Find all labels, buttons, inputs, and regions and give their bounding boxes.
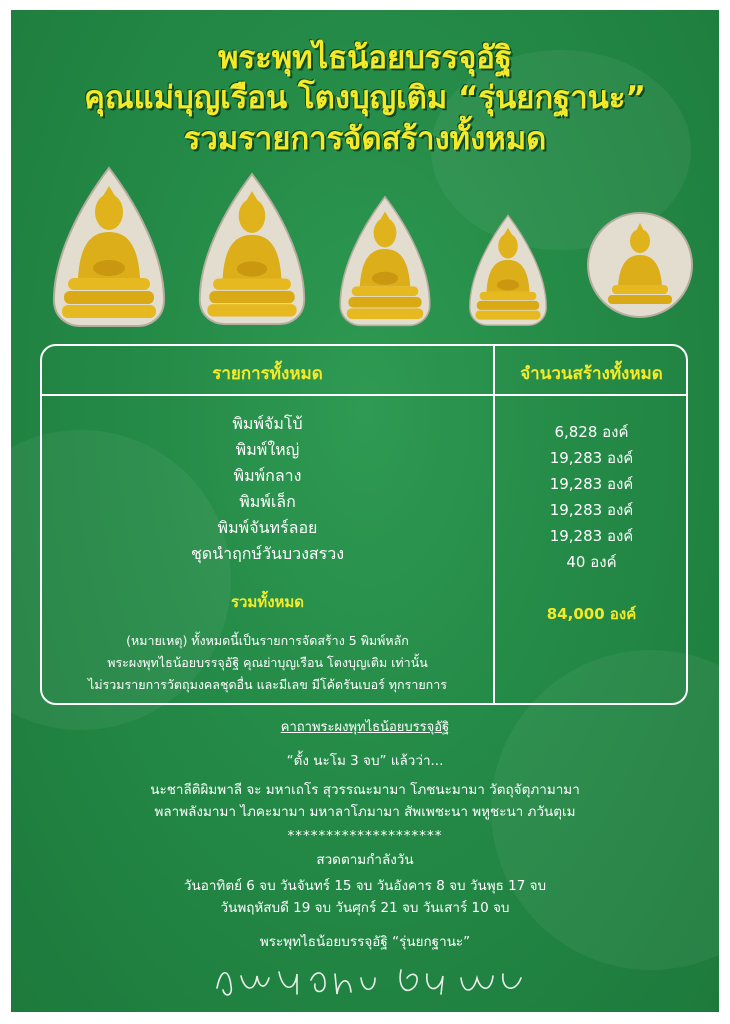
note-line: พระผงพุทไธน้อยบรรจุอัฐิ คุณย่าบุญเรือน โตงบุญเติม เท่านั้น [107,655,428,670]
title-line-3: รวมรายการจัดสร้างทั้งหมด [183,121,547,157]
total-label: รวมทั้งหมด [230,593,305,611]
note-line: ไม่รวมรายการวัตถุมงคลชุดอื่น และมีเลข มีโค้ดรันเบอร์ ทุกรายการ [88,677,447,692]
prayer-intro: “ตั้ง นะโม 3 จบ” แล้วว่า... [286,753,444,769]
row-label: ชุดนำฤกษ์วันบวงสรวง [190,544,345,563]
amulet-moon-image [586,211,694,319]
row-count: 19,283 องค์ [549,501,634,519]
amulet-large-image [196,170,308,330]
handwritten-signature [211,958,531,1002]
header-items: รายการทั้งหมด [212,364,323,384]
row-count: 6,828 องค์ [554,423,629,441]
prayer-days-line: วันอาทิตย์ 6 จบ วันจันทร์ 15 จบ วันอังคาร 8 จบ วันพุธ 17 จบ [183,878,547,894]
prayer-line: พลาพลังมามา ไภคะมามา มหาลาโภมามา สัพเพชะนา พหูชะนา ภวันตุเม [154,804,576,820]
row-count: 19,283 องค์ [549,527,634,545]
amulet-jumbo-image [50,166,168,330]
total-count: 84,000 องค์ [546,605,637,623]
row-count: 19,283 องค์ [549,475,634,493]
table-divider-horizontal [42,394,686,396]
header-count: จำนวนสร้างทั้งหมด [520,364,663,384]
row-count: 19,283 องค์ [549,449,634,467]
separator-stars: ******************** [287,828,443,844]
prayer-line: นะชาลีติผิมพาลี จะ มหาเถโร สุวรรณะมามา โภชนะมามา วัตถุจัตุภามามา [150,782,580,798]
row-label: พิมพ์จันทร์ลอย [217,518,318,537]
prayer-days-line: วันพฤหัสบดี 19 จบ วันศุกร์ 21 จบ วันเสาร์ 10 จบ [220,900,510,916]
title-line-2: คุณแม่บุญเรือน โตงบุญเติม “รุ่นยกฐานะ” [84,80,646,116]
row-count: 40 องค์ [566,553,617,571]
summary-table [40,344,688,705]
closing-line: พระพุทไธน้อยบรรจุอัฐิ “รุ่นยกฐานะ” [259,934,471,950]
note-line: (หมายเหตุ) ทั้งหมดนี้เป็นรายการจัดสร้าง 5 พิมพ์หลัก [126,633,409,648]
poster [11,10,719,1012]
amulet-medium-image [337,193,433,331]
row-label: พิมพ์กลาง [233,466,302,485]
title-line-1: พระพุทไธน้อยบรรจุอัฐิ [218,40,512,76]
prayer-heading: คาถาพระผงพุทไธน้อยบรรจุอัฐิ [280,720,450,735]
row-label: พิมพ์ใหญ่ [235,440,300,459]
row-label: พิมพ์จัมโบ้ [232,414,303,433]
amulet-small-image [467,213,549,329]
row-label: พิมพ์เล็ก [239,492,296,511]
prayer-instruction: สวดตามกำลังวัน [316,852,414,868]
